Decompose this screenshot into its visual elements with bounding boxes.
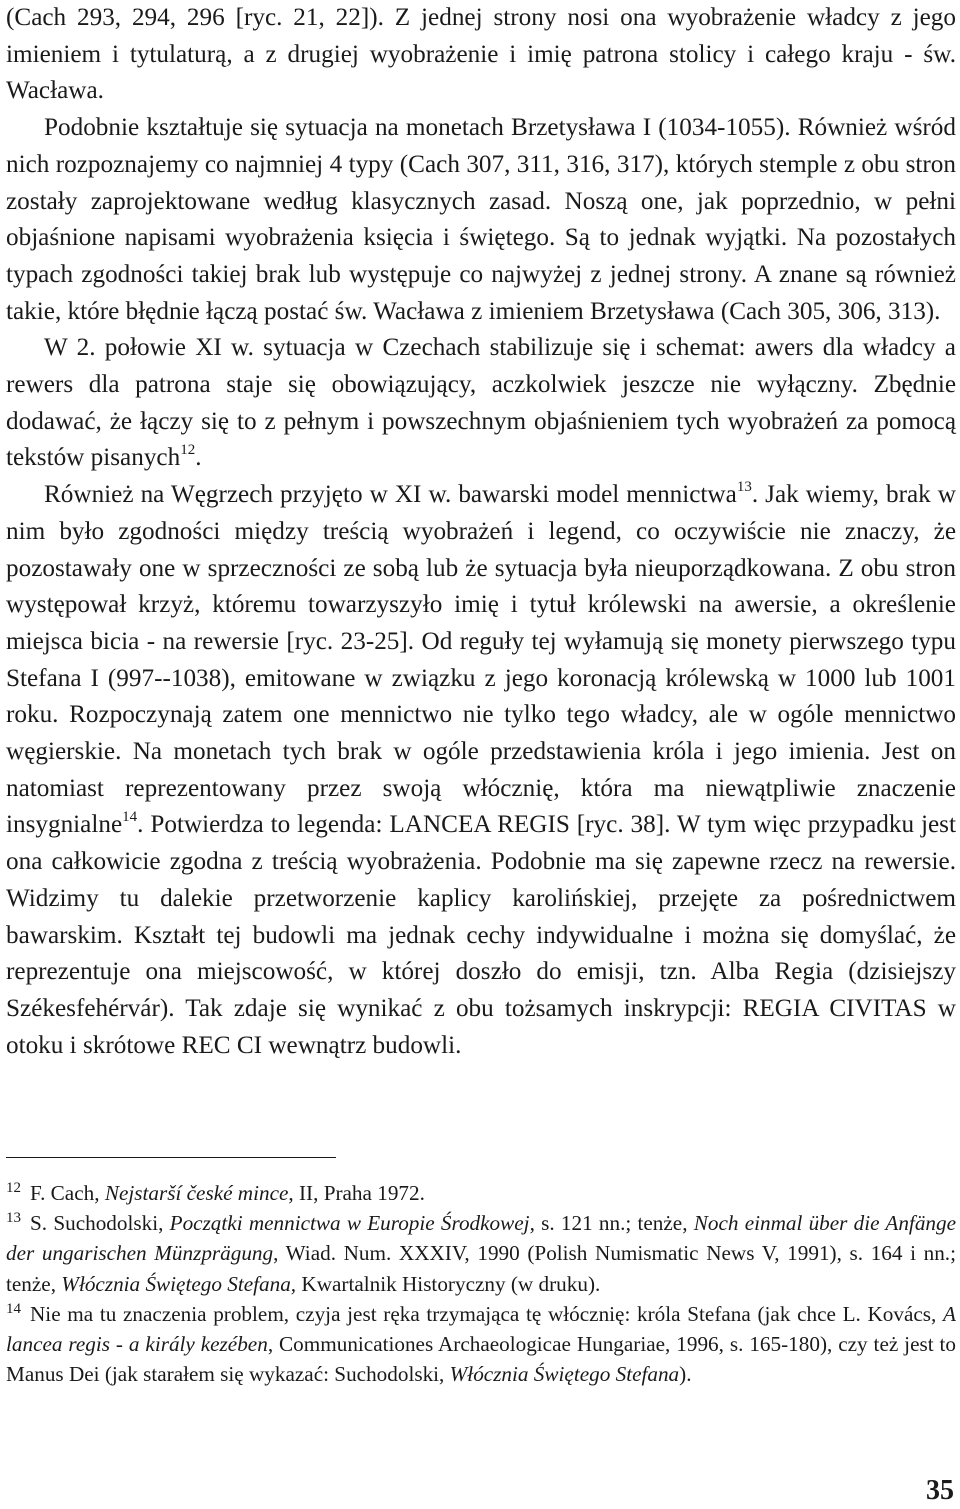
footnote-13-title-1: Początki mennictwa w Europie Środkowej [169, 1211, 530, 1236]
paragraph-4-text-c: . Potwierdza to legenda: LANCEA REGIS [ryc. 38]. W tym więc przypadku jest ona całkowicie zgodna z treścią wyobrażenia. Podobnie ma się zapewne rzecz na rewersie. Widzimy tu dalekie przetworzenie kaplicy karolińskiej, przejęte za pośrednictwem bawarskim. Kształt tej budowli ma jednak cechy indywidualne i można się domyślać, że reprezentuje ona miejscowość, w której doszło do emisji, tzn. Alba Regia (dzisiejszy Székesfehérvár). Tak zdaje się wynikać z obu tożsamych inskrypcji: REGIA CIVITAS w otoku i skrótowe REC CI wewnątrz budowli. [6, 811, 956, 1059]
footnote-13-text-b: , s. 121 nn.; tenże, [529, 1211, 694, 1236]
footnote-13-title-3: Włócznia Świętego Stefana, [61, 1271, 297, 1296]
footnote-13-title-2: Noch einmal über die Anfänge der ungarischen Münzprägung [6, 1211, 956, 1266]
footnote-14-text-a: Nie ma tu znaczenia problem, czyja jest ręka trzymająca tę włócznię: króla Stefana (jak chce L. Kovács, [30, 1301, 944, 1326]
paragraph-4-text-a: Również na Węgrzech przyjęto w XI w. bawarski model mennictwa [44, 481, 737, 509]
footnote-12-title: Nejstarší české mince [104, 1181, 289, 1205]
main-text [6, 0, 956, 1064]
footnote-13-text-a: S. Suchodolski, [30, 1211, 170, 1236]
footnote-ref-14[interactable]: 14 [122, 809, 138, 826]
paragraph-1-text: (Cach 293, 294, 296 [ryc. 21, 22]). Z jednej strony nosi ona wyobrażenie władcy z jego imieniem i tytulaturą, a z drugiej wyobrażenie i imię patrona stolicy i całego kraju - św. Wacława. [6, 4, 956, 105]
footnote-separator [6, 1157, 336, 1158]
footnote-14-title-2: Włócznia Świętego Stefana [449, 1362, 680, 1387]
paragraph-3-end: . [195, 444, 202, 472]
footnotes [6, 1178, 956, 1389]
footnote-14-title-1: A lancea regis - a király kezében [6, 1301, 956, 1357]
footnote-14-text-c: ). [679, 1362, 692, 1387]
footnote-12-text-b: , II, Praha 1972. [288, 1181, 425, 1205]
paragraph-3 [6, 330, 956, 477]
footnote-13-number: 13 [6, 1210, 21, 1227]
footnote-12-number: 12 [6, 1179, 21, 1196]
paragraph-4 [6, 477, 956, 1064]
page-number: 35 [926, 1475, 954, 1506]
footnote-13-text-c: , Wiad. Num. XXXIV, 1990 (Polish Numismatic News V, 1991), s. 164 i nn.; tenże, [6, 1241, 956, 1296]
footnote-ref-13[interactable]: 13 [736, 478, 752, 495]
footnote-13 [6, 1208, 956, 1299]
page [6, 0, 956, 1064]
paragraph-2-text: Podobnie kształtuje się sytuacja na monetach Brzetysława I (1034-1055). Również wśród nich rozpoznajemy co najmniej 4 typy (Cach 307, 311, 316, 317), których stemple z obu stron zostały zaprojektowane według klasycznych zasad. Noszą one, jak poprzednio, w pełni objaśnione napisami wyobrażenia księcia i świętego. Są to jednak wyjątki. Na pozostałych typach zgodności takiej brak lub występuje co najwyżej z jednej strony. A znane są również takie, które błędnie łączą postać św. Wacława z imieniem Brzetysława (Cach 305, 306, 313). [6, 114, 956, 325]
footnote-ref-12[interactable]: 12 [180, 442, 196, 459]
paragraph-3-text: W 2. połowie XI w. sytuacja w Czechach stabilizuje się i schemat: awers dla władcy a rewers dla patrona staje się obowiązujący, aczkolwiek jeszcze nie wyłączny. Zbędnie dodawać, że łączy się to z pełnym i powszechnym objaśnieniem tych wyobrażeń za pomocą tekstów pisanych [6, 334, 956, 472]
footnote-12 [6, 1178, 956, 1208]
footnote-14 [6, 1299, 956, 1390]
footnote-12-text-a: F. Cach, [30, 1181, 105, 1205]
paragraph-4-text-b: . Jak wiemy, brak w nim było zgodności między treścią wyobrażeń i legend, co oczywiście nie znaczy, że pozostawały one w sprzeczności ze sobą lub że sytuacja była nieuporządkowana. Z obu stron występował krzyż, któremu towarzyszyło imię i tytuł królewski na awersie, a określenie miejsca bicia - na rewersie [ryc. 23-25]. Od reguły tej wyłamują się monety pierwszego typu Stefana I (997--1038), emitowane w związku z jego koronacją królewską w 1000 lub 1001 roku. Rozpoczynają zatem one mennictwo nie tylko tego władcy, ale w ogóle mennictwo węgierskie. Na monetach tych brak w ogóle przedstawienia króla i jego imienia. Jest on natomiast reprezentowany przez swoją włócznię, która ma niewątpliwie znaczenie insygnialne [6, 481, 957, 839]
footnote-13-text-d: Kwartalnik Historyczny (w druku). [296, 1271, 601, 1296]
footnote-14-text-b: , Communicationes Archaeologicae Hungariae, 1996, s. 165-180), czy też jest to Manus Dei (jak starałem się wykazać: Suchodolski, [6, 1332, 957, 1387]
paragraph-1 [6, 0, 956, 110]
paragraph-2 [6, 110, 956, 330]
footnote-14-number: 14 [6, 1300, 21, 1317]
